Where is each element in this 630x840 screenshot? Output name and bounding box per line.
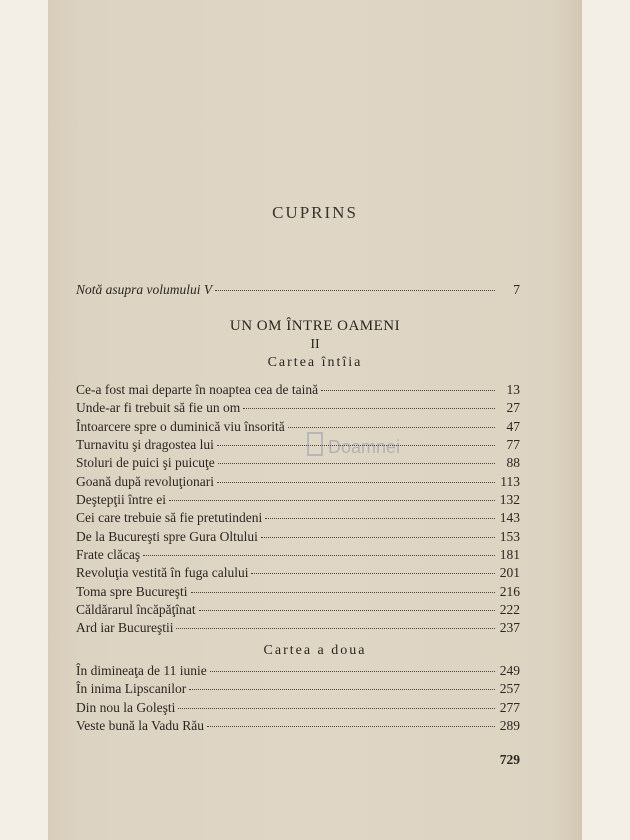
dot-leader — [199, 610, 495, 611]
toc-entry — [76, 583, 520, 601]
dot-leader — [210, 671, 495, 672]
toc-entry-page: 132 — [499, 492, 520, 508]
toc-entry-title: Căldărarul încăpăţînat — [76, 602, 196, 618]
toc-entry — [76, 509, 520, 527]
toc-entry — [76, 399, 520, 417]
toc-entry-title: Întoarcere spre o duminică viu însorită — [76, 418, 285, 434]
toc-entry-title: Notă asupra volumului V — [76, 282, 213, 297]
book-two-title: Cartea a doua — [263, 643, 367, 658]
dot-leader — [243, 408, 495, 409]
section-title: UN OM ÎNTRE OAMENI — [229, 318, 401, 334]
toc-entry-page: 277 — [499, 699, 520, 715]
dot-leader — [207, 726, 495, 727]
toc-entry-page: 88 — [506, 455, 520, 471]
toc-entry-page: 237 — [499, 620, 520, 636]
toc-entry-title: Cei care trebuie să fie pretutindeni — [76, 510, 263, 526]
dot-leader — [178, 708, 495, 709]
toc-entry-title: Revoluţia vestită în fuga calului — [76, 565, 249, 581]
toc-book-one — [76, 381, 520, 638]
toc-entry-page: 216 — [499, 583, 520, 599]
toc-entry-page: 27 — [506, 400, 520, 416]
toc-entry — [76, 436, 520, 454]
toc-entry — [76, 473, 520, 491]
dot-leader — [321, 390, 495, 391]
toc-entry — [76, 454, 520, 472]
toc-entry-title: În inima Lipscanilor — [76, 681, 187, 697]
toc-entry-page: 113 — [500, 473, 520, 489]
toc-entry — [76, 699, 520, 717]
toc-entry-title: Turnavitu şi dragostea lui — [76, 437, 214, 453]
toc-entry — [76, 619, 520, 637]
toc-entry-page: 181 — [499, 547, 520, 563]
page-title: CUPRINS — [272, 203, 358, 222]
dot-leader — [143, 555, 495, 556]
toc-entry-title: Ard iar Bucureştii — [76, 620, 174, 636]
toc-entry-title: Toma spre Bucureşti — [76, 583, 188, 599]
toc-entry-title: De la Bucureşti spre Gura Oltului — [76, 528, 258, 544]
dot-leader — [191, 592, 495, 593]
dot-leader — [169, 500, 495, 501]
svg-text:Doamnei: Doamnei — [328, 437, 401, 457]
toc-entry-title: Veste bună la Vadu Rău — [76, 718, 204, 734]
toc-entry — [76, 546, 520, 564]
toc-entry-title: În dimineaţa de 11 iunie — [76, 663, 207, 678]
toc-entry-title: Din nou la Goleşti — [76, 699, 176, 715]
dot-leader — [288, 427, 495, 428]
toc-entry-page: 153 — [499, 528, 520, 544]
dot-leader — [215, 290, 495, 291]
dot-leader — [265, 518, 495, 519]
toc-entry-page: 289 — [499, 718, 520, 734]
toc-entry-page: 222 — [499, 602, 520, 618]
toc-entry — [76, 528, 520, 546]
toc-entry-page: 249 — [499, 663, 520, 678]
book-one-title: Cartea întîia — [267, 355, 363, 370]
toc-entry-page: 7 — [513, 282, 520, 297]
toc-entry-page: 201 — [499, 565, 520, 581]
toc-entry — [76, 601, 520, 619]
book-page — [48, 0, 582, 840]
toc-entry-title: Frate clăcaş — [76, 547, 141, 563]
toc-entry-page: 257 — [499, 681, 520, 697]
toc-entry — [76, 564, 520, 582]
dot-leader — [176, 628, 495, 629]
toc-entry — [76, 381, 520, 399]
section-roman-numeral: II — [310, 337, 320, 352]
toc-entry-page: 77 — [506, 437, 520, 453]
dot-leader — [261, 537, 495, 538]
toc-entry — [76, 418, 520, 436]
toc-entry — [76, 717, 520, 735]
toc-entry — [76, 491, 520, 509]
dot-leader — [217, 482, 495, 483]
dot-leader — [251, 573, 495, 574]
toc-entry-title: Unde-ar fi trebuit să fie un om — [76, 400, 241, 416]
toc-entry-page: 143 — [499, 510, 520, 526]
toc-entry-title: Ce-a fost mai departe în noaptea cea de taină — [76, 382, 319, 397]
toc-entry-note — [76, 281, 520, 299]
toc-entry-title: Stoluri de puici şi puicuţe — [76, 455, 215, 471]
dot-leader — [218, 463, 495, 464]
dot-leader — [189, 689, 495, 690]
toc-entry-title: Goană după revoluţionari — [76, 473, 214, 489]
toc-entry-title: Deştepţii între ei — [76, 492, 166, 508]
toc-entry — [76, 662, 520, 680]
toc-entry — [76, 680, 520, 698]
toc-entry-page: 47 — [506, 418, 520, 434]
page-number: 729 — [499, 752, 520, 767]
toc-book-two — [76, 662, 520, 735]
dot-leader — [217, 445, 495, 446]
toc-entry-page: 13 — [506, 382, 520, 397]
